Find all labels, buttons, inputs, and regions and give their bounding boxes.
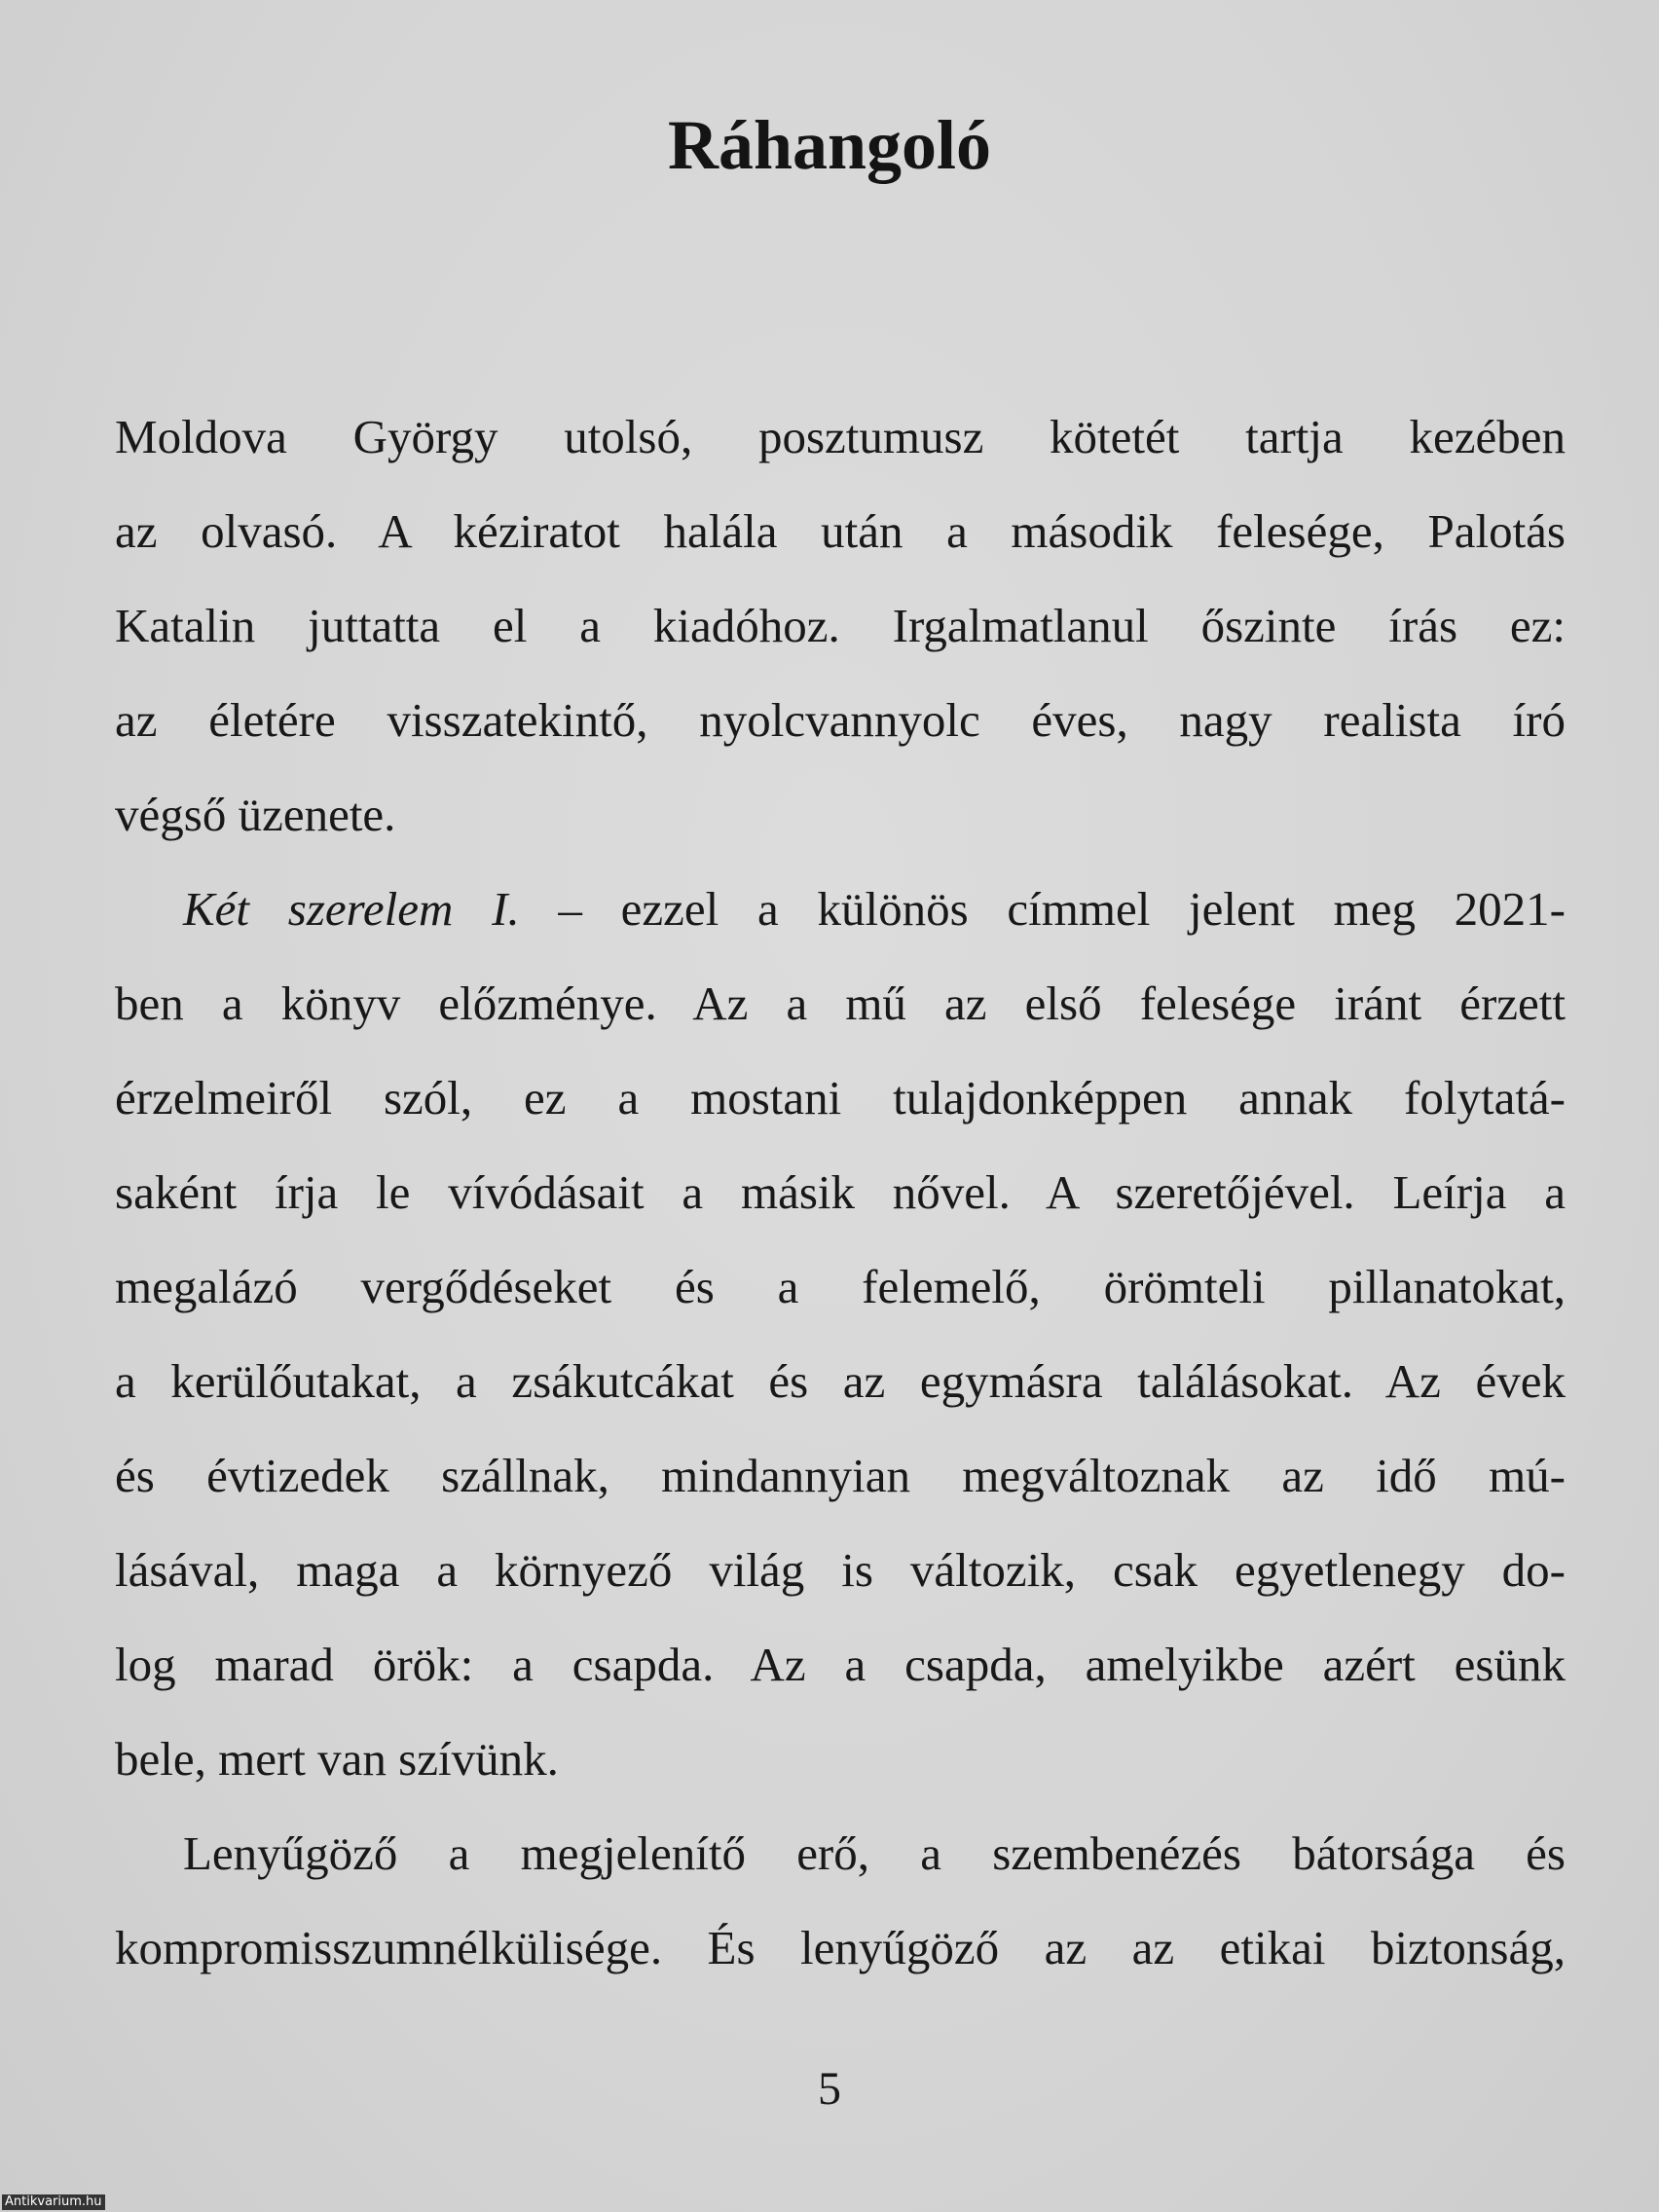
- text-line: és évtizedek szállnak, mindannyian megváltoznak az idő mú-: [115, 1449, 1566, 1502]
- text-line: bele, mert van szívünk.: [115, 1732, 559, 1786]
- text-line: végső üzenete.: [115, 788, 396, 841]
- text-line: Moldova György utolsó, posztumusz kötetét tartja kezében: [115, 410, 1566, 463]
- text-line: érzelmeiről szól, ez a mostani tulajdonképpen annak folytatá-: [115, 1071, 1566, 1124]
- text-line: az életére visszatekintő, nyolcvannyolc éves, nagy realista író: [115, 693, 1566, 747]
- text-line: ben a könyv előzménye. Az a mű az első felesége iránt érzett: [115, 977, 1566, 1030]
- text-line: megalázó vergődéseket és a felemelő, örömteli pillanatokat,: [115, 1260, 1566, 1313]
- body-text: [115, 389, 1566, 1995]
- text-line: log marad örök: a csapda. Az a csapda, amelyikbe azért esünk: [115, 1638, 1566, 1691]
- text-line: [115, 862, 1566, 956]
- text-line: az olvasó. A kéziratot halála után a második felesége, Palotás: [115, 504, 1566, 558]
- text-line: kompromisszumnélkülisége. És lenyűgöző az az etikai biztonság,: [115, 1921, 1566, 1974]
- text-line: lásával, maga a környező világ is változik, csak egyetlenegy do-: [115, 1543, 1566, 1597]
- page-number: 5: [818, 2063, 841, 2115]
- text-line: Katalin juttatta el a kiadóhoz. Irgalmatlanul őszinte írás ez:: [115, 599, 1566, 652]
- text-fragment: – ezzel a különös címmel jelent meg 2021-: [519, 882, 1566, 936]
- watermark: Antikvarium.hu: [2, 2194, 105, 2210]
- book-title-reference: Két szerelem I.: [183, 882, 520, 936]
- chapter-title: Ráhangoló: [667, 106, 992, 184]
- text-line: saként írja le vívódásait a másik nővel. A szeretőjével. Leírja a: [115, 1165, 1566, 1219]
- text-line: a kerülőutakat, a zsákutcákat és az egymásra találásokat. Az évek: [115, 1354, 1566, 1408]
- text-line: Lenyűgöző a megjelenítő erő, a szembenézés bátorsága és: [183, 1826, 1566, 1880]
